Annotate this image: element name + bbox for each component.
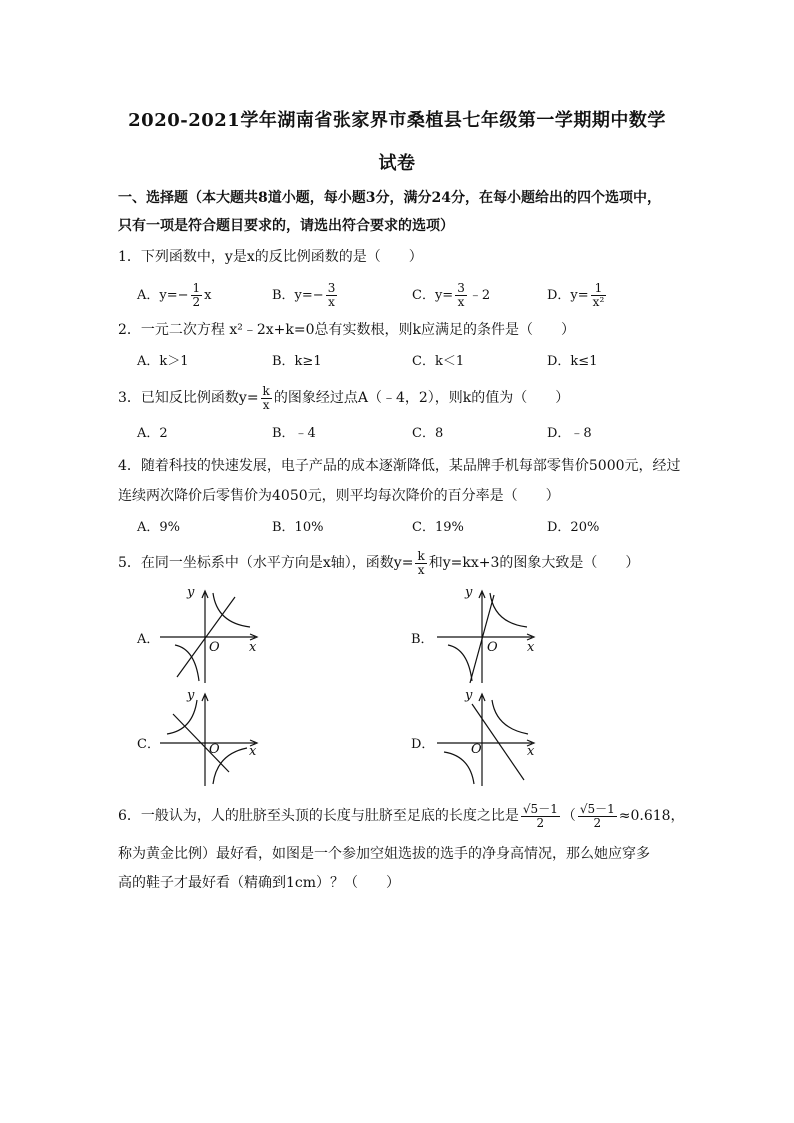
- q5-b-x-label: x: [527, 640, 535, 655]
- question-4-line2: 连续两次降价后零售价为4050元，则平均每次降价的百分率是（ ）: [118, 488, 560, 504]
- q5-b-y-label: y: [465, 585, 473, 600]
- q2-option-a: A．k＞1: [137, 354, 189, 369]
- q5-option-d-letter: D．: [411, 737, 435, 752]
- question-6-line3: 高的鞋子才最好看（精确到1cm）？（ ）: [118, 875, 401, 891]
- q5-d-y-label: y: [465, 688, 473, 703]
- question-4-line1: 4．随着科技的快速发展，电子产品的成本逐渐降低，某品牌手机每部零售价5000元，经过: [118, 458, 681, 474]
- exam-title-line2: 试卷: [378, 153, 416, 174]
- q5-fraction: $\frac{k}{x}$: [417, 548, 425, 577]
- section-heading-line2: 只有一项是符合题目要求的，请选出符合要求的选项）: [118, 218, 454, 234]
- q4-option-a: A．9%: [137, 520, 181, 535]
- q2-option-b: B．k≥1: [272, 354, 322, 369]
- q4-option-d: D．20%: [547, 520, 600, 535]
- question-5-stem: 5．在同一坐标系中（水平方向是x轴），函数y= $\frac{k}{x}$ 和y=kx+3的图象大致是（ ）: [118, 548, 640, 577]
- section-heading-line1: 一、选择题（本大题共8道小题，每小题3分，满分24分，在每小题给出的四个选项中，: [118, 190, 661, 206]
- hyperbola-q1: [213, 593, 250, 627]
- q4-option-c: C．19%: [412, 520, 464, 535]
- question-2-options: [137, 349, 697, 375]
- q5-a-x-label: x: [249, 640, 257, 655]
- q3-option-d: D．﹣8: [547, 426, 592, 441]
- q1-c-fraction: $\frac{3}{x}$: [457, 281, 465, 309]
- q5-a-y-label: y: [187, 585, 195, 600]
- exam-title-line1: 2020-2021学年湖南省张家界市桑植县七年级第一学期期中数学: [128, 110, 666, 131]
- q5-graph-d: [432, 688, 542, 788]
- hyperbola-q2: [167, 700, 197, 734]
- q6-fraction-2: $\frac{√5-1}{2}$: [579, 801, 615, 830]
- question-3-options: [137, 421, 697, 447]
- hyperbola-q1: [490, 593, 527, 627]
- q5-d-x-label: x: [527, 744, 535, 759]
- q1-option-d: D．y= $\frac{1}{\text{x²}}$: [547, 281, 605, 309]
- q6-fraction-1: $\frac{√5-1}{2}$: [522, 801, 558, 830]
- q5-graph-a: [155, 585, 265, 685]
- q5-option-c-letter: C．: [137, 737, 160, 752]
- q3-option-c: C．8: [412, 426, 444, 441]
- hyperbola-q1: [492, 700, 528, 734]
- q5-c-origin-label: O: [209, 742, 220, 757]
- q5-b-origin-label: O: [487, 640, 498, 655]
- question-1-options: [137, 282, 697, 308]
- q3-option-b: B．﹣4: [272, 426, 316, 441]
- q3-option-a: A．2: [137, 426, 168, 441]
- q4-option-b: B．10%: [272, 520, 324, 535]
- q5-graph-c: [155, 688, 265, 788]
- q5-c-x-label: x: [249, 744, 257, 759]
- q5-a-origin-label: O: [209, 640, 220, 655]
- q1-b-fraction: $\frac{3}{x}$: [327, 281, 336, 309]
- q3-fraction: $\frac{k}{x}$: [262, 383, 270, 412]
- hyperbola-q3: [444, 752, 474, 784]
- question-3-stem: 3．已知反比例函数y= $\frac{k}{x}$ 的图象经过点A（﹣4，2），则k的值为（ ）: [118, 383, 570, 412]
- q5-option-b-letter: B．: [411, 632, 434, 647]
- question-6-line2: 称为黄金比例）最好看，如图是一个参加空姐选拔的选手的净身高情况，那么她应穿多: [118, 846, 650, 862]
- q1-d-fraction: $\frac{1}{\text{x²}}$: [592, 281, 605, 309]
- q1-option-c: C．y= $\frac{3}{x}$ ﹣2: [412, 281, 491, 309]
- q5-option-a-letter: A．: [137, 632, 160, 647]
- q1-option-b: B．y=− $\frac{3}{x}$: [272, 281, 336, 309]
- question-2-stem: 2．一元二次方程 x²﹣2x+k=0总有实数根，则k应满足的条件是（ ）: [118, 322, 576, 338]
- q5-d-origin-label: O: [471, 742, 482, 757]
- q1-a-fraction: $\frac{1}{2}$: [192, 281, 201, 309]
- question-6-line1: 6．一般认为，人的肚脐至头顶的长度与肚脐至足底的长度之比是 $\frac{√5-1}{2}$ （ $\frac{√5-1}{2}$ ≈0.618，: [118, 801, 685, 830]
- hyperbola-q3: [448, 645, 472, 681]
- q2-option-c: C．k＜1: [412, 354, 465, 369]
- question-4-options: [137, 515, 697, 541]
- q5-graph-b: [432, 585, 542, 685]
- q5-c-y-label: y: [187, 688, 195, 703]
- question-1-stem: 1．下列函数中，y是x的反比例函数的是（ ）: [118, 249, 423, 265]
- q2-option-d: D．k≤1: [547, 354, 598, 369]
- q1-option-a: A．y=− $\frac{1}{2}$ x: [137, 281, 212, 309]
